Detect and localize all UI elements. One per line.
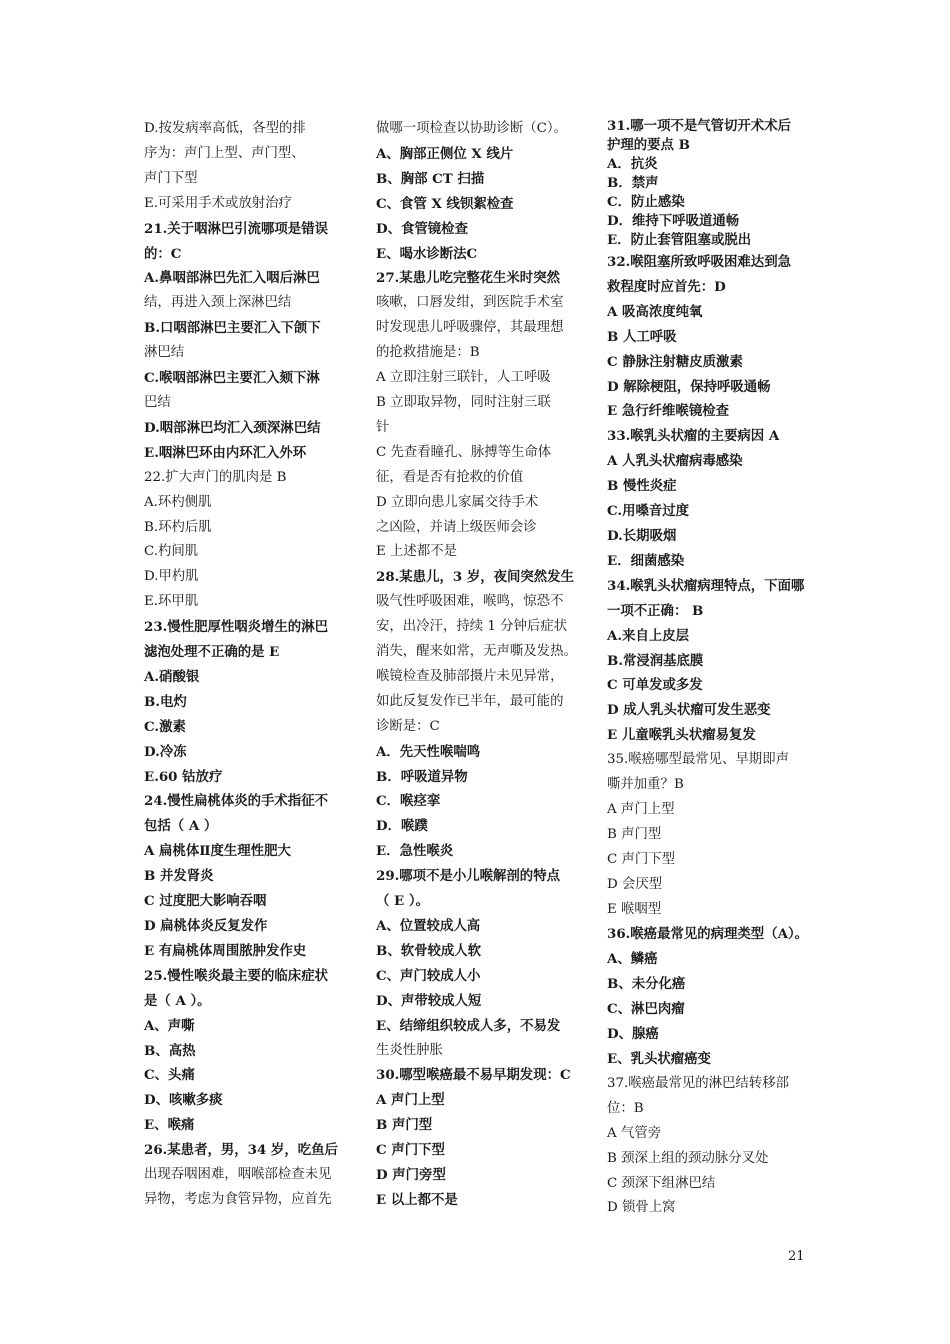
text-line: D、食管镜检查: [376, 220, 468, 237]
column-left: [144, 117, 346, 1213]
text-line: 出现吞咽困难，咽喉部检查未见: [144, 1167, 332, 1183]
text-line: D、咳嗽多痰: [144, 1092, 223, 1109]
text-line: C 声门下型: [376, 1142, 445, 1159]
text-line: E、喉痛: [144, 1117, 195, 1134]
text-line: 26.某患者，男，34 岁，吃鱼后: [144, 1142, 338, 1159]
text-line: 诊断是：C: [376, 718, 440, 734]
text-line: 巴结: [144, 394, 171, 410]
text-line: B 立即取异物，同时注射三联: [376, 394, 551, 410]
text-line: 嘶并加重？B: [607, 777, 684, 793]
text-line: 喉镜检查及肺部摄片未见异常，: [376, 668, 564, 684]
text-line: D 锁骨上窝: [607, 1200, 676, 1216]
text-line: 咳嗽，口唇发绀，到医院手术室: [376, 295, 564, 311]
text-line: C 静脉注射糖皮质激素: [607, 353, 743, 370]
text-line: A、位置较成人高: [376, 918, 481, 934]
text-line: 30.哪型喉癌最不易早期发现：C: [376, 1067, 571, 1084]
text-line: C、食管 X 线钡絮检查: [376, 195, 514, 212]
text-line: 23.慢性肥厚性咽炎增生的淋巴: [144, 619, 328, 636]
column-right: [607, 117, 812, 1221]
text-line: 生炎性肿胀: [376, 1042, 443, 1058]
text-line: C.喉咽部淋巴主要汇入颏下淋: [144, 370, 320, 387]
text-line: D 成人乳头状瘤可发生恶变: [607, 702, 771, 719]
text-line: 滤泡处理不正确的是 E: [144, 644, 280, 661]
text-line: B 颈深上组的颈动脉分叉处: [607, 1150, 769, 1166]
text-line: E.环甲肌: [144, 594, 199, 610]
text-line: 声门下型: [144, 170, 198, 186]
text-line: A．抗炎: [607, 156, 658, 172]
text-line: D．喉蹼: [376, 818, 428, 835]
text-line: E、喝水诊断法C: [376, 245, 478, 262]
text-line: 33.喉乳头状瘤的主要病因 A: [607, 428, 780, 445]
text-line: 的：C: [144, 245, 182, 262]
text-line: E.咽淋巴环由内环汇入外环: [144, 444, 307, 461]
text-line: A 吸高浓度纯氧: [607, 303, 703, 320]
text-line: D 声门旁型: [376, 1167, 446, 1184]
text-line: E.可采用手术或放射治疗: [144, 195, 292, 211]
text-line: D.按发病率高低，各型的排: [144, 121, 306, 136]
text-line: 救程度时应首先：D: [607, 278, 726, 295]
text-line: B.常浸润基底膜: [607, 652, 704, 669]
text-line: B、高热: [144, 1042, 196, 1059]
text-line: 吸气性呼吸困难，喉鸣，惊恐不: [376, 594, 564, 610]
text-line: 37.喉癌最常见的淋巴结转移部: [607, 1075, 789, 1091]
text-line: B、软骨较成人软: [376, 942, 482, 959]
text-line: A.硝酸银: [144, 668, 200, 685]
text-line: B、未分化癌: [607, 976, 686, 993]
text-line: 35.喉癌哪型最常见、早期即声: [607, 752, 789, 768]
text-line: A、鳞癌: [607, 951, 658, 968]
text-line: 如此反复发作已半年，最可能的: [376, 693, 564, 709]
text-line: A.鼻咽部淋巴先汇入咽后淋巴: [144, 270, 320, 287]
text-line: B 并发肾炎: [144, 868, 214, 885]
text-line: E 上述都不是: [376, 544, 457, 560]
text-line: 27.某患儿吃完整花生米时突然: [376, 270, 560, 287]
text-line: 针: [376, 419, 390, 435]
column-middle: [376, 117, 578, 1213]
text-line: 31.哪一项不是气管切开术术后: [607, 118, 791, 134]
text-line: 位：B: [607, 1100, 644, 1116]
text-line: D、腺癌: [607, 1026, 659, 1043]
text-line: D．维持下呼吸道通畅: [607, 213, 740, 229]
text-line: 之凶险，并请上级医师会诊: [376, 519, 537, 535]
text-line: D 扁桃体炎反复发作: [144, 918, 268, 934]
text-line: B 人工呼吸: [607, 328, 677, 345]
text-line: 的抢救措施是：B: [376, 345, 480, 361]
text-line: C．防止感染: [607, 194, 685, 210]
text-line: D、声带较成人短: [376, 992, 482, 1009]
text-line: A.来自上皮层: [607, 627, 690, 644]
text-line: D.冷冻: [144, 743, 187, 760]
text-line: 异物，考虑为食管异物，应首先: [144, 1191, 332, 1207]
text-line: 32.喉阻塞所致呼吸困难达到急: [607, 254, 791, 270]
text-line: D 立即向患儿家属交待手术: [376, 494, 539, 510]
text-line: C、声门较成人小: [376, 967, 481, 984]
text-line: E、乳头状瘤癌变: [607, 1051, 711, 1067]
text-line: 结，再进入颈上深淋巴结: [144, 295, 292, 311]
text-line: 序为：声门上型、声门型、: [144, 145, 305, 161]
text-line: 24.慢性扁桃体炎的手术指征不: [144, 793, 328, 810]
text-line: A．先天性喉喘鸣: [376, 743, 481, 760]
text-line: A 声门上型: [607, 801, 675, 817]
text-line: B、胸部 CT 扫描: [376, 170, 485, 187]
text-line: E．细菌感染: [607, 552, 685, 569]
text-line: B．禁声: [607, 175, 659, 191]
text-line: C 可单发或多发: [607, 677, 703, 694]
text-line: B 声门型: [376, 1117, 433, 1134]
text-line: 做哪一项检查以协助诊断（C）。: [376, 121, 568, 136]
text-line: 消失，醒来如常，无声嘶及发热。: [376, 644, 577, 660]
text-line: C.激素: [144, 718, 186, 735]
text-line: 一项不正确： B: [607, 602, 704, 619]
text-line: D 解除梗阻，保持呼吸通畅: [607, 378, 771, 395]
text-line: A 声门上型: [376, 1092, 445, 1109]
text-line: 22.扩大声门的肌肉是 B: [144, 469, 287, 485]
text-line: 21.关于咽淋巴引流哪项是错误: [144, 220, 328, 237]
text-line: D 会厌型: [607, 876, 663, 892]
text-line: C.用嗓音过度: [607, 503, 690, 520]
text-line: A 扁桃体Ⅱ度生理性肥大: [144, 843, 291, 860]
text-line: E.60 钴放疗: [144, 768, 223, 785]
text-line: A 人乳头状瘤病毒感染: [607, 453, 743, 470]
text-line: D.咽部淋巴均汇入颈深淋巴结: [144, 419, 321, 436]
text-line: 36.喉癌最常见的病理类型（A）。: [607, 926, 809, 943]
text-line: D.长期吸烟: [607, 527, 677, 544]
text-line: 淋巴结: [144, 345, 185, 361]
text-line: E．急性喉炎: [376, 843, 454, 860]
text-line: A.环杓侧肌: [144, 494, 212, 510]
text-line: 28.某患儿，3 岁，夜间突然发生: [376, 569, 574, 586]
text-line: B.环杓后肌: [144, 519, 212, 535]
text-line: 护理的要点 B: [607, 137, 690, 153]
text-line: B．呼吸道异物: [376, 768, 468, 785]
text-line: B.口咽部淋巴主要汇入下颌下: [144, 320, 321, 337]
page-number: 21: [788, 1249, 805, 1264]
text-line: C 先查看瞳孔、脉搏等生命体: [376, 444, 552, 460]
text-line: C、头痛: [144, 1067, 195, 1084]
text-line: B 声门型: [607, 826, 662, 842]
text-line: C 过度肥大影响吞咽: [144, 893, 267, 910]
text-line: （ E ）。: [376, 893, 430, 910]
text-line: C 声门下型: [607, 851, 676, 867]
text-line: 是（ A ）。: [144, 992, 211, 1009]
text-line: E 儿童喉乳头状瘤易复发: [607, 727, 756, 744]
text-line: 安，出冷汗，持续 1 分钟后症状: [376, 619, 568, 635]
text-line: E 急行纤维喉镜检查: [607, 403, 729, 420]
text-line: 34.喉乳头状瘤病理特点，下面哪: [607, 577, 805, 594]
text-line: E．防止套管阻塞或脱出: [607, 232, 752, 248]
text-line: 时发现患儿呼吸骤停，其最理想: [376, 320, 564, 336]
text-line: D.甲杓肌: [144, 569, 199, 585]
text-line: C、淋巴肉瘤: [607, 1001, 685, 1018]
text-line: C 颈深下组淋巴结: [607, 1175, 716, 1191]
text-line: A、胸部正侧位 X 线片: [376, 145, 514, 162]
text-line: 29.哪项不是小儿喉解剖的特点: [376, 868, 560, 885]
text-line: B.电灼: [144, 693, 187, 710]
text-line: C．喉痉挛: [376, 793, 441, 810]
text-line: E 有扁桃体周围脓肿发作史: [144, 942, 307, 959]
text-line: 征，看是否有抢救的价值: [376, 469, 524, 485]
text-line: 包括（ A ）: [144, 818, 218, 835]
text-line: B 慢性炎症: [607, 478, 677, 495]
text-line: 25.慢性喉炎最主要的临床症状: [144, 967, 328, 984]
text-line: A 气管旁: [607, 1125, 662, 1141]
text-line: E、结缔组织较成人多，不易发: [376, 1017, 561, 1034]
text-line: E 喉咽型: [607, 901, 662, 917]
text-line: C.杓间肌: [144, 544, 199, 560]
text-line: A 立即注射三联针，人工呼吸: [376, 370, 551, 386]
text-line: E 以上都不是: [376, 1191, 458, 1208]
text-line: A、声嘶: [144, 1017, 195, 1034]
